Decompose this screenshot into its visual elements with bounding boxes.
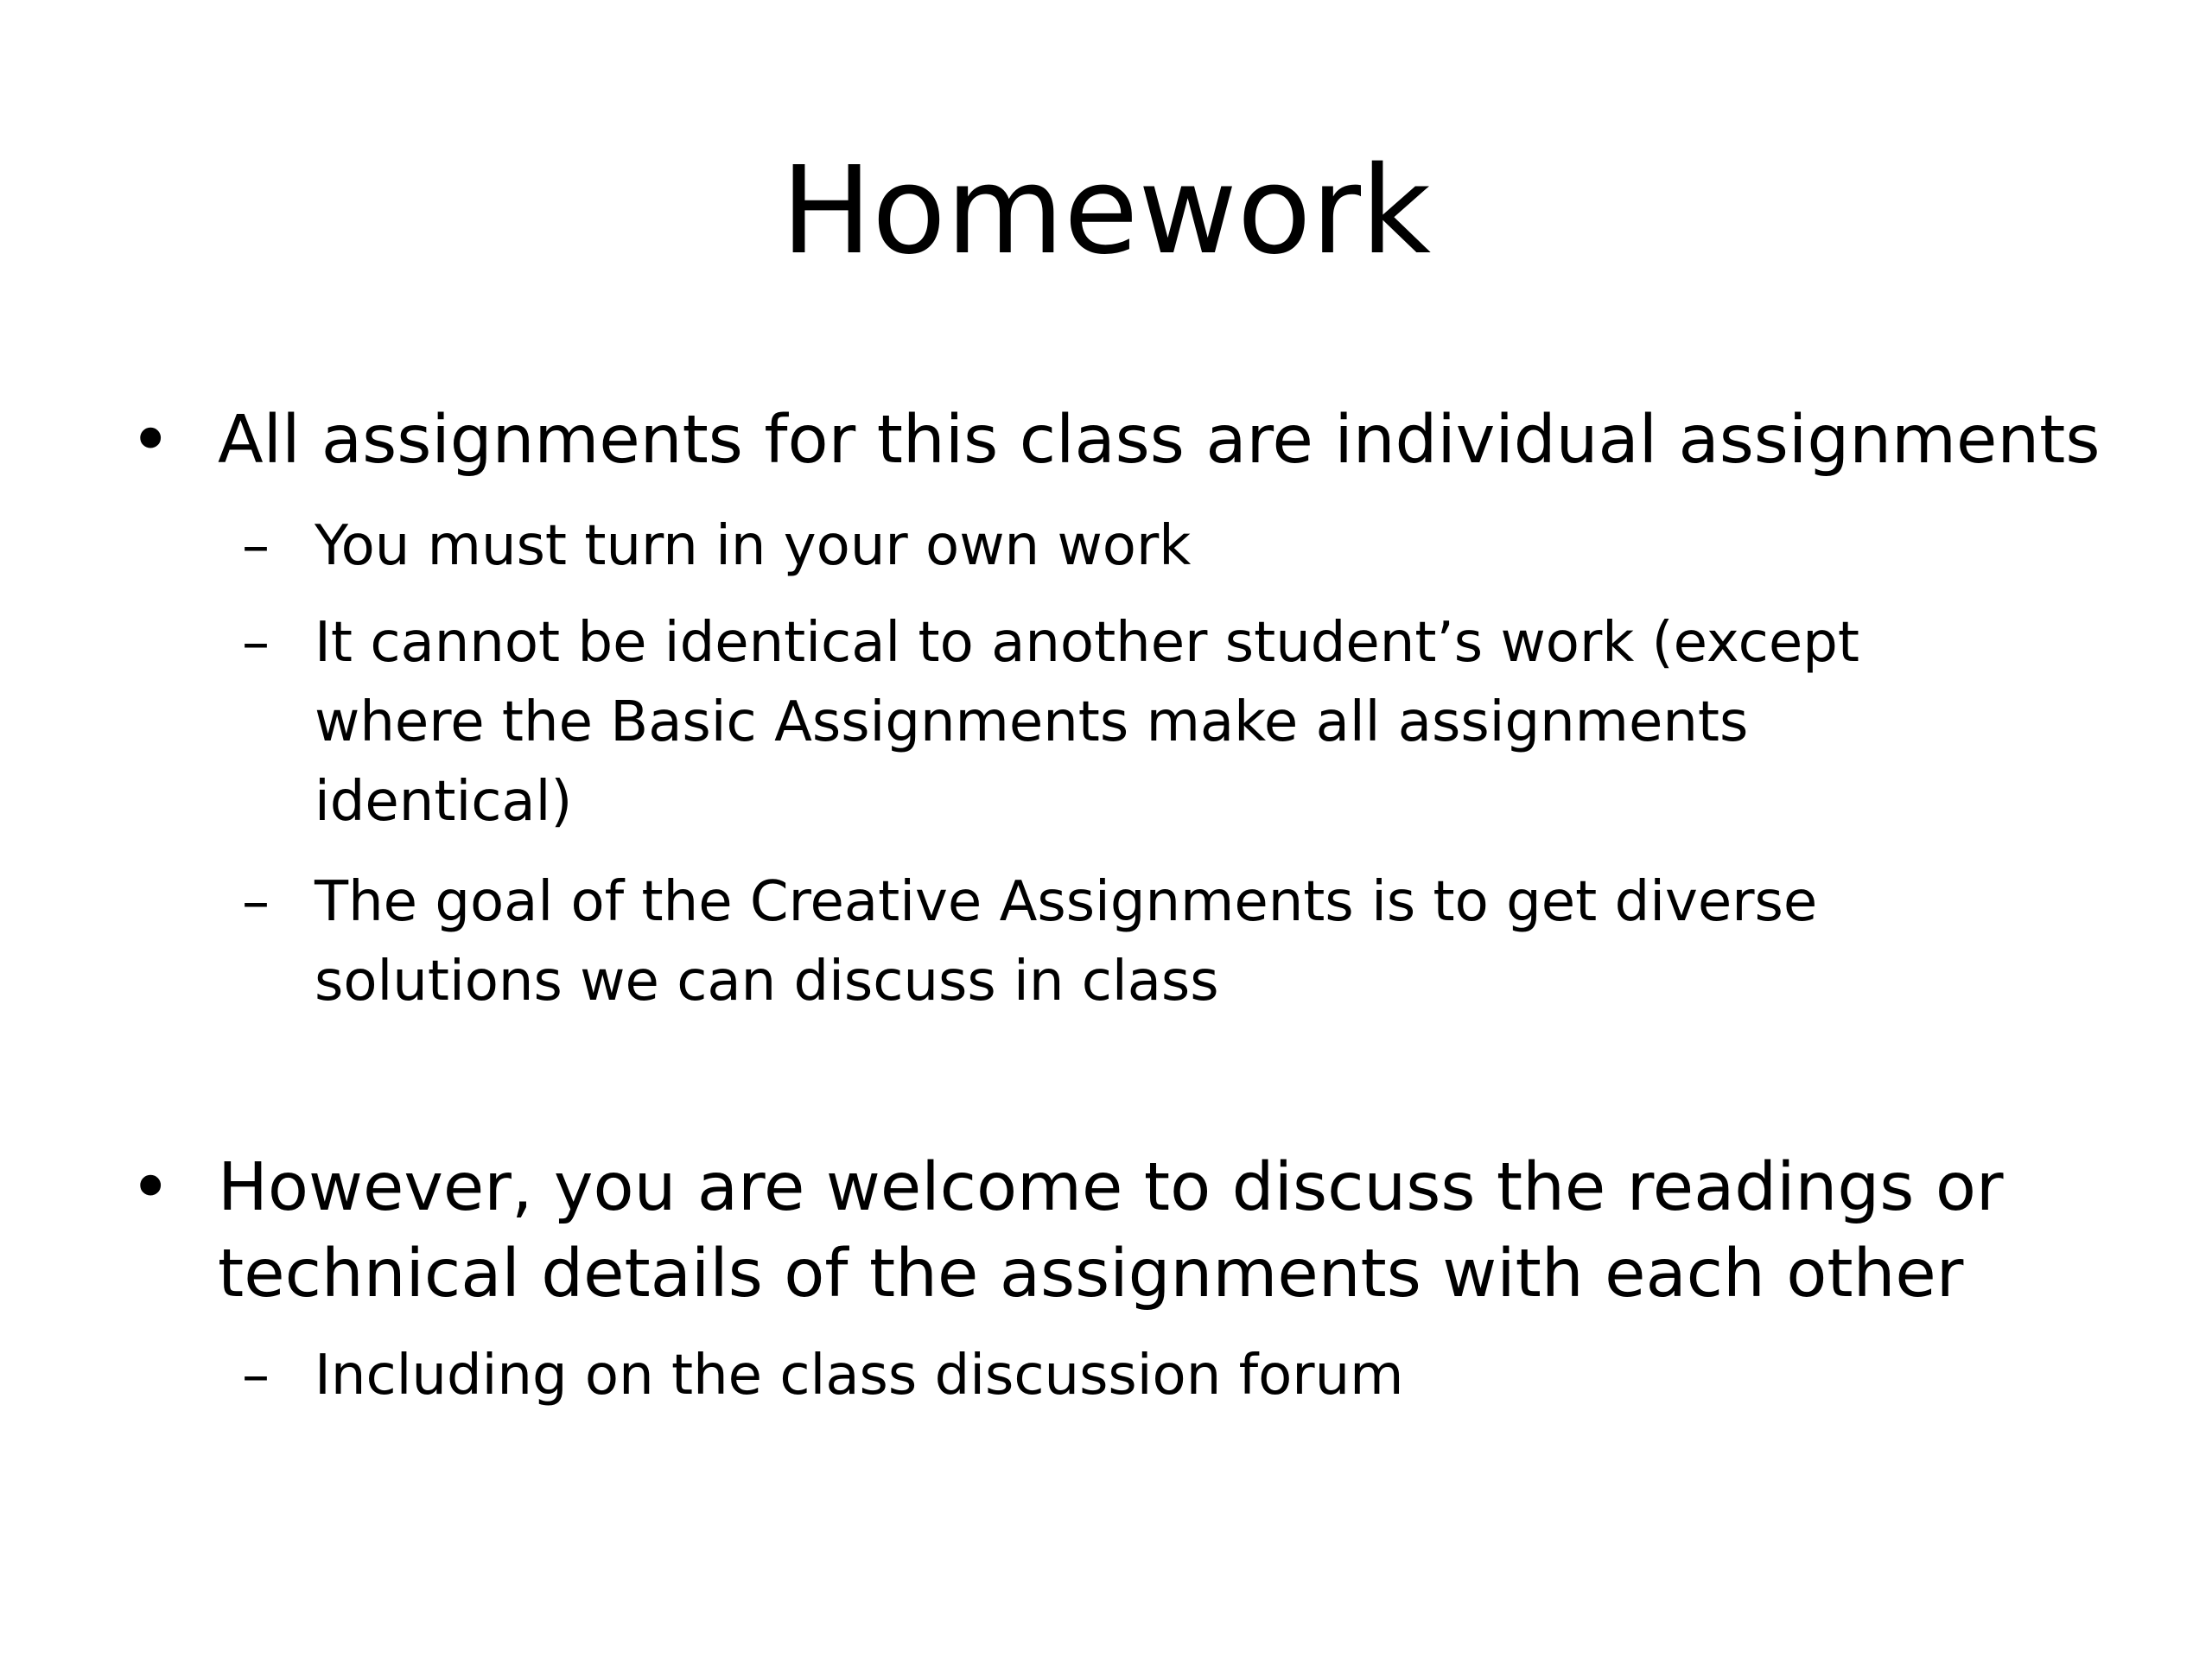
sub-bullet-line: You must turn in your own work bbox=[315, 514, 1192, 578]
bullet-line: technical details of the assignments with each other bbox=[218, 1236, 1964, 1313]
sub-bullet-marker: – bbox=[242, 1344, 270, 1408]
sub-bullet-text bbox=[315, 1336, 2172, 1415]
bullet-text bbox=[218, 1145, 2171, 1318]
sub-bullet-text bbox=[315, 862, 2172, 1021]
sub-bullet-line: where the Basic Assignments make all assignments bbox=[315, 690, 1749, 754]
bullet-marker: • bbox=[130, 399, 172, 481]
sub-bullet-text bbox=[315, 603, 2172, 842]
bullet-marker: • bbox=[130, 1147, 172, 1229]
sub-bullet-marker: – bbox=[242, 870, 270, 934]
sub-bullet-line: The goal of the Creative Assignments is to get diverse bbox=[315, 870, 1818, 934]
bullet-line: All assignments for this class are individual assignments bbox=[218, 402, 2101, 479]
slide-title: Homework bbox=[780, 141, 1432, 282]
sub-bullet-line: solutions we can discuss in class bbox=[315, 950, 1219, 1014]
sub-bullet-marker: – bbox=[242, 514, 270, 578]
bullet-text bbox=[218, 397, 2171, 484]
bullet-line: However, you are welcome to discuss the readings or bbox=[218, 1149, 2004, 1226]
sub-bullet-line: It cannot be identical to another student’s work (except bbox=[315, 611, 1859, 675]
sub-bullet-line: identical) bbox=[315, 770, 573, 834]
sub-bullet-text bbox=[315, 506, 2172, 586]
sub-bullet-line: Including on the class discussion forum bbox=[315, 1344, 1404, 1408]
sub-bullet-marker: – bbox=[242, 611, 270, 675]
